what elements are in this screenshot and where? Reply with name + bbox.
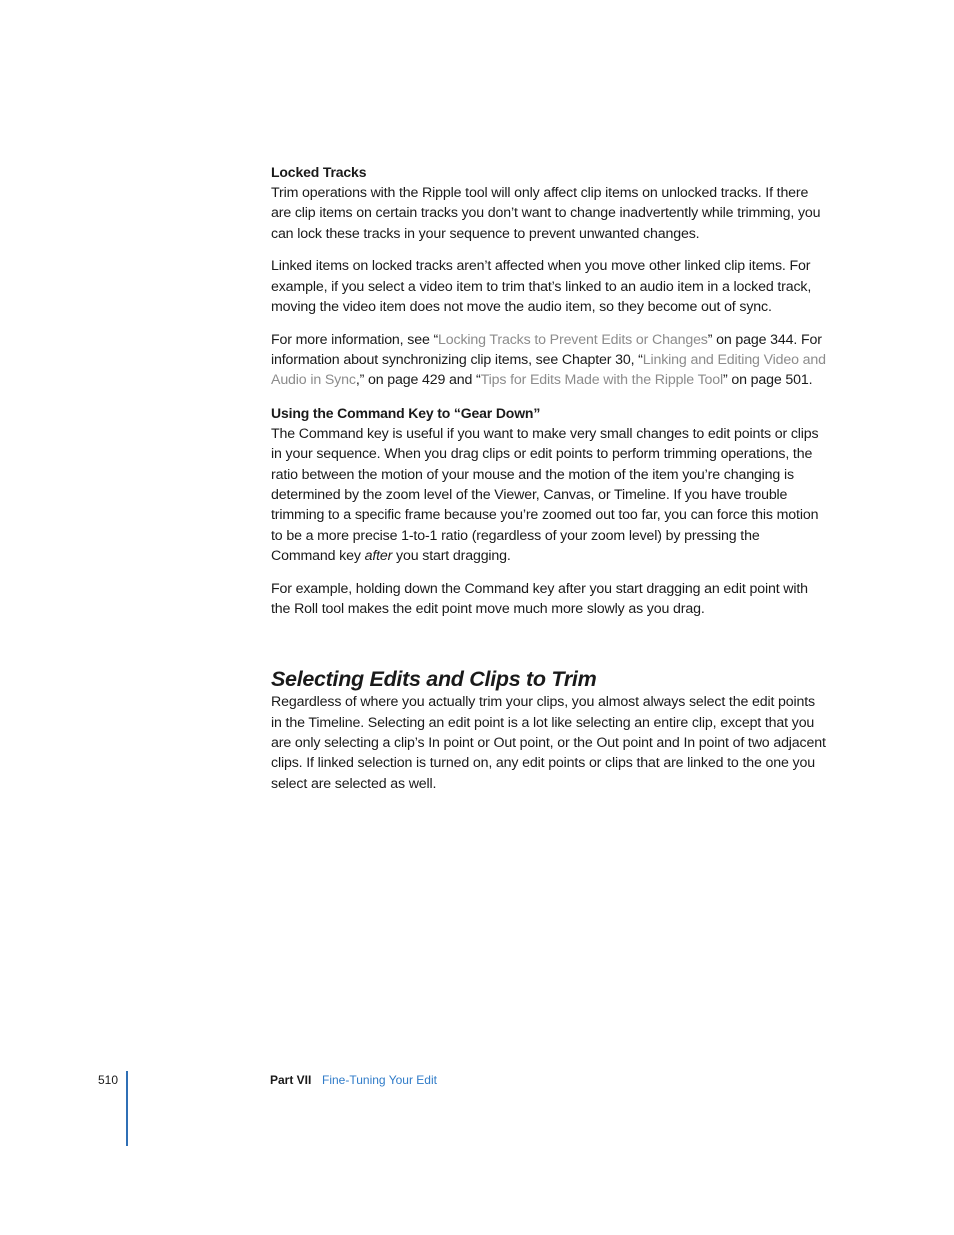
page-number: 510 (98, 1073, 119, 1087)
link-tips-for-edits[interactable]: Tips for Edits Made with the Ripple Tool (480, 372, 724, 389)
paragraph-locked-tracks-1: Trim operations with the Ripple tool will only affect clip items on unlocked tracks. If there are clip items on certain tracks you don’t want to change inadvertently while trimming, you can lock these tracks in your sequence to prevent unwanted changes. (271, 185, 821, 242)
paragraph-locked-tracks-2: Linked items on locked tracks aren’t affected when you move other linked clip items. For example, if you select a video item to trim that’s linked to an audio item in a locked track, moving the video item does not move the audio item, so they become out of sync. (271, 258, 812, 315)
footer-divider (126, 1071, 128, 1146)
subheading-gear-down: Using the Command Key to “Gear Down” (271, 405, 541, 422)
paragraph-more-information (271, 330, 827, 391)
text-segment: For more information, see “ (271, 331, 439, 348)
footer-part-label: Part VII (270, 1073, 312, 1087)
text-segment: ” on page 501. (723, 372, 813, 389)
text-segment: ” on page 344. For information about synchronizing clip items, see Chapter 30, “ (271, 331, 822, 369)
paragraph-gear-down-2: For example, holding down the Command key after you start dragging an edit point with the Roll tool makes the edit point move much more slowly as you drag. (271, 580, 808, 618)
paragraph-selecting-1: Regardless of where you actually trim your clips, you almost always select the edit points in the Timeline. Selecting an edit point is a lot like selecting an entire clip, except that you are only selecting a clip’s In point or Out point, or the Out point and In point of two adjacent clips. If linked selection is turned on, any edit points or clips that are linked to the one you select are selected as well. (271, 694, 826, 792)
text-segment: The Command key is useful if you want to make very small changes to edit points or clips in your sequence. When you drag clips or edit points to perform trimming operations, the ratio between the motion of your mouse and the motion of the item you’re changing is determined by the zoom level of the Viewer, Canvas, or Timeline. If you have trouble trimming to a specific frame because you’re zoomed out too far, you can force this motion to be a more precise 1-to-1 ratio (regardless of your zoom level) by pressing the Command key (271, 426, 819, 564)
section-title-selecting-edits: Selecting Edits and Clips to Trim (271, 667, 597, 692)
text-segment: you start dragging. (392, 547, 511, 564)
link-linking-and-editing[interactable]: Linking and Editing Video and Audio in Sync (271, 352, 826, 389)
footer-chapter-link[interactable]: Fine-Tuning Your Edit (322, 1073, 437, 1087)
text-segment: ,” on page 429 and “ (355, 372, 481, 389)
link-locking-tracks[interactable]: Locking Tracks to Prevent Edits or Changes (438, 331, 708, 348)
paragraph-gear-down-1 (271, 424, 827, 566)
emphasis-after: after (364, 547, 393, 564)
page-content (271, 162, 827, 806)
subheading-locked-tracks: Locked Tracks (271, 164, 367, 180)
